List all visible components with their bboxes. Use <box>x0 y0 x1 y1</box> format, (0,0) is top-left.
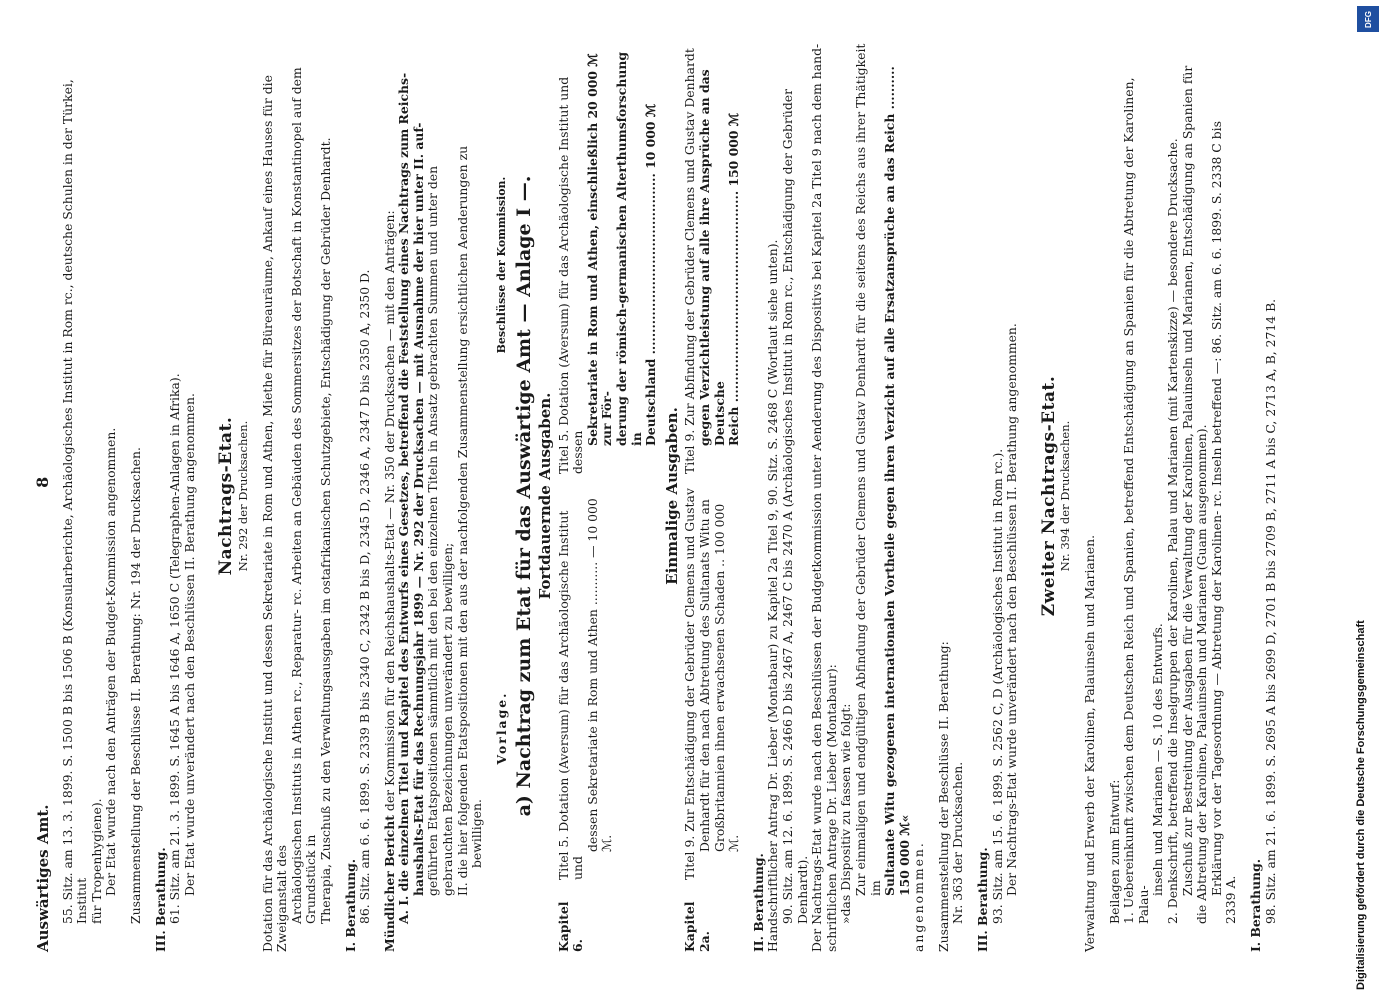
second-reading-block: II. Berathung. Handschriftlicher Antrag Dr. Lieber (Montabaur) zu Kapitel 2a Titel 9, 90. Sitz. S. 2468 C (Wortlaut siehe unten). 90. Sitz. am 12. 6. 1899. S. 2466 D bis 2467 A, 2467 C bis 2470 A (Archäologisches Institut in Rom rc., Entschädigung der Gebrüder Denhardt). Der Nachtrags-Etat wurde nach den Beschlüssen der Budgetkommission unter Aenderung des Dispositivs bei Kapitel 2a Titel 9 nach dem hand- schriftlichen Antrage Dr. Lieber (Montabaur): »das Dispositiv zu fassen wie folgt: Zur einmaligen und endgültigen Abfindung der Gebrüder Clemens und Gustav Denhardt für die seitens des Reichs aus ihrer Thätigkeit im Sultanate Witu gezogenen internationalen Vortheile gegen ihren Verzicht auf alle Ersatzansprüche an das Reich .......... 150 000 ℳ« angenommen. Zusammenstellung der Beschlüsse II. Berathung: Nr. 363 der Drucksachen. <box>752 40 966 952</box>
session-block-55: 55. Sitz. am 13. 3. 1899. S. 1500 B bis 1506 B (Konsularberichte, Archäologisches Institut in Rom rc., deutsche Schulen in der Türkei, Institut für Tropenhygiene). Der Etat wurde nach den Anträgen der Budget-Kommission angenommen. Zusammenstellung der Beschlüsse II. Berathung: Nr. 194 der Drucksachen. <box>59 79 143 924</box>
kapitel-6-beschluss: Titel 5. Dotation (Aversum) für das Archäologische Institut und dessen Sekretariate in Rom und Athen, einschließlich 20 000 ℳ zur För- derung der römisch-germanischen Alterthumsforschung in Deutschland .......................................... 10 000 ℳ <box>555 51 659 474</box>
kapitel-2a-vorlage: Titel 9. Zur Entschädigung der Gebrüder Clemens und Gustav Denhardt für den nach Abtretung des Sultanats Witu an Großbritannien ihnen erwachsenen Schaden .. 100 000 ℳ. <box>682 488 742 880</box>
heading-iii-berathung: III. Berathung. <box>152 847 168 952</box>
nachtrags-etat-section: Nachtrags-Etat. Nr. 292 der Drucksachen. Dotation für das Archäologische Institut und dessen Sekretariate in Rom und Athen, Miethe für Büreauräume, Ankauf eines Hauses für die Zweiganstalt des Archäologischen Instituts in Athen rc., Reparatur- rc. Arbeiten an Gebäuden des Sommersitzes der Botschaft in Konstantinopel auf dem Grundstück in Therapia, Zuschuß zu den Verwaltungsausgaben im ostafrikanischen Schutzgebiete, Entschädigung der Gebrüder Denhardt. <box>219 40 333 952</box>
zweiter-nachtrags-etat-section: Zweiter Nachtrags-Etat. Nr. 394 der Drucksachen. Verwaltung und Erwerb der Karolinen, Palauinseln und Marianen. Beilagen zum Entwurf: 1. Uebereinkunft zwischen dem Deutschen Reich und Spanien, betreffend Entschädigung an Spanien für die Abtretung der Karolinen, Palau- inseln und Marianen — S. 10 des Entwurfs. 2. Denkschrift, betreffend die Inselgruppen der Karolinen, Palau und Marianen (mit Kartenskizze) — besondere Drucksache. Zuschuß zur Bestreitung der Ausgaben für die Verwaltung der Karolinen, Palauinseln und Marianen, Entschädigung an Spanien für die Abtretung der Karolinen, Palauinseln und Marianen (Guam ausgenommen). Erklärung vor der Tagesordnung — Abtretung der Karolinen- rc. Inseln betreffend —: 86. Sitz. am 6. 6. 1899. S. 2338 C bis 2339 A. <box>1042 40 1239 952</box>
dfg-logo-icon: DFG <box>1357 6 1379 32</box>
dfg-credit-text: Digitalisierung gefördert durch die Deutsche Forschungsgemeinschaft <box>1355 620 1367 990</box>
page-number: 8 <box>33 476 52 488</box>
kapitel-2a-row: Kapitel 2a. Titel 9. Zur Entschädigung der Gebrüder Clemens und Gustav Denhardt für den nach Abtretung des Sultanats Witu an Großbritannien ihnen erwachsenen Schaden .. 100 000 ℳ. Titel 9. Zur Abfindung der Gebrüder Clemens und Gustav Denhardt gegen Verzichtleistung auf alle ihre Ansprüche an das Deutsche Reich ................................................. 150 000 ℳ <box>683 40 741 952</box>
commission-report: Mündlicher Bericht der Kommission für den Reichshaushalts-Etat — Nr. 350 der Drucksachen — mit den Anträgen: A. I. die einzelnen Titel und Kapitel des Entwurfs eines Gesetzes, betreffend die Feststellung eines Nachtrags zum Reichs- haushalts-Etat für das Rechnungsjahr 1899 — Nr. 292 der Drucksachen — mit Ausnahme der hier unter II. auf- geführten Etatspositionen sämmtlich mit den bei den einzelnen Titeln in Ansatz gebrachten Summen und unter den gebrauchten Bezeichnungen unverändert zu bewilligen; II. die hier folgenden Etatspositionen mit den aus der nachfolgenden Zusammenstellung ersichtlichen Aenderungen zu bewilligen. <box>381 72 485 952</box>
dfg-credit-strip <box>1349 0 1383 1000</box>
anlage-comparison: Vorlage. Beschlüsse der Kommission. a) Nachtrag zum Etat für das Auswärtige Amt — Anlage I —. Fortdauernde Ausgaben. Kapitel 6. Titel 5. Dotation (Aversum) für das Archäologische Institut und dessen Sekretariate in Rom und Athen ........... — 10 000 ℳ. Titel 5. Dotation (Aversum) für das Archäologische Institut und dessen Sekretariate in Rom und Athen, einschließlich 20 000 ℳ zur För- derung der römisch-germanischen Alterthumsforschung in Deutschland .......................................... 10 000 ℳ Einmalige Ausgaben. Kapitel 2a. Titel 9. Zur Entschädigung der Gebrüder Clemens und Gustav Denhardt für den nach Abtretung des Sultanats Witu an Großbritannien ihnen erwachsenen Schaden .. 100 000 ℳ. Titel 9. Zur Abfindung der Gebrüder Clemens und Gustav Denhardt gegen Verzichtleistung auf alle ihre Ansprüche an das Deutsche Reich ................................................. 150 000 ℳ <box>495 40 742 952</box>
heading-i-berathung-2: I. Berathung. <box>1247 858 1263 952</box>
page-header <box>33 40 52 952</box>
third-reading-block-2: III. Berathung. 93. Sitz. am 15. 6. 1899. S. 2562 C, D (Archäologisches Institut in Rom rc.). Der Nachtrags-Etat wurde unverändert nach den Beschlüssen II. Berathung angenommen. <box>976 40 1020 952</box>
section-title: Auswärtiges Amt. <box>34 804 52 952</box>
heading-i-berathung: I. Berathung. <box>342 858 358 952</box>
heading-ii-berathung: II. Berathung. <box>750 853 766 952</box>
first-reading-block-2: I. Berathung. 98. Sitz. am 21. 6. 1899. S. 2695 A bis 2699 D, 2701 B bis 2709 B, 2711 A bis C, 2713 A, B, 2714 B. <box>1249 40 1278 952</box>
kapitel-2a-beschluss: Titel 9. Zur Abfindung der Gebrüder Clemens und Gustav Denhardt gegen Verzichtleistung auf alle ihre Ansprüche an das Deutsche Reich ................................................. 150 000 ℳ <box>682 48 742 474</box>
anlage-title: a) Nachtrag zum Etat für das Auswärtige Amt — Anlage I —. <box>513 175 536 817</box>
einmalige-ausgaben-heading: Einmalige Ausgaben. <box>662 407 681 585</box>
third-reading-block: III. Berathung. 61. Sitz. am 21. 3. 1899. S. 1645 A bis 1646 A, 1650 C (Telegraphen-Anlagen in Afrika). Der Etat wurde unverändert nach den Beschlüssen II. Berathung angenommen. <box>154 40 198 952</box>
fortdauernde-ausgaben-heading: Fortdauernde Ausgaben. <box>536 392 555 600</box>
kapitel-6-vorlage: Titel 5. Dotation (Aversum) für das Archäologische Institut und dessen Sekretariate in Rom und Athen ........... — 10 000 ℳ. <box>555 498 615 880</box>
nachtrags-etat-title: Nachtrags-Etat. <box>216 416 237 576</box>
zweiter-nachtrags-etat-title: Zweiter Nachtrags-Etat. <box>1038 375 1059 617</box>
first-reading-block: I. Berathung. 86. Sitz. am 6. 6. 1899. S. 2339 B bis 2340 C, 2342 B bis D, 2345 D, 2346 A, 2347 D bis 2350 A, 2350 D. <box>344 40 373 952</box>
kapitel-6-row: Kapitel 6. Titel 5. Dotation (Aversum) für das Archäologische Institut und dessen Sekretariate in Rom und Athen ........... — 10 000 ℳ. Titel 5. Dotation (Aversum) für das Archäologische Institut und dessen Sekretariate in Rom und Athen, einschließlich 20 000 ℳ zur För- derung der römisch-germanischen Alterthumsforschung in Deutschland .......................................... 10 000 ℳ <box>557 40 659 952</box>
heading-iii-berathung-2: III. Berathung. <box>975 847 991 952</box>
